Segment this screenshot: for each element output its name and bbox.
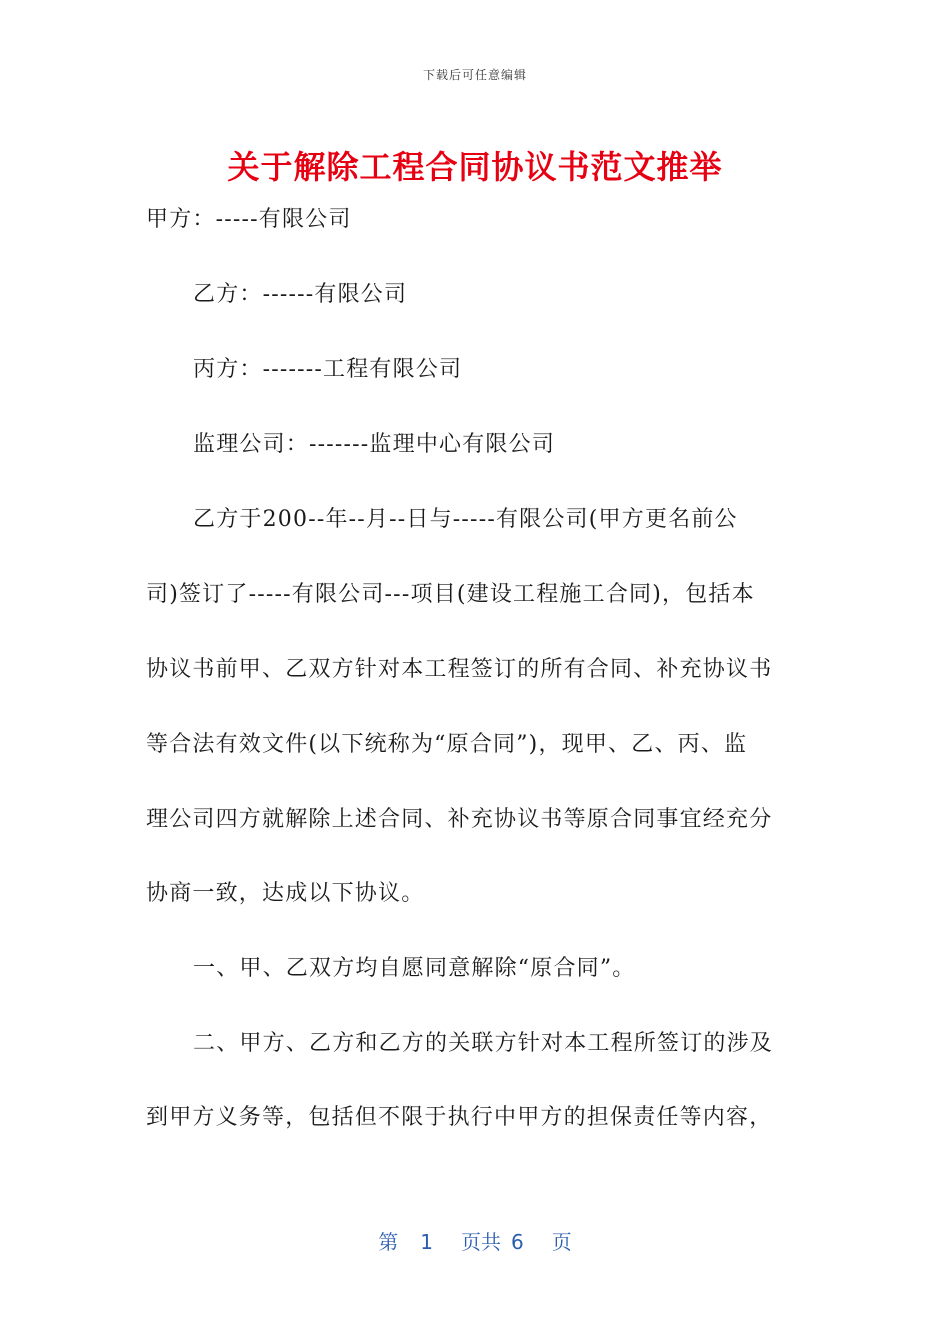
page-label-suffix: 页 [551,1230,572,1254]
header-note: 下载后可任意编辑 [422,68,527,82]
body-paragraph-line: 司)签订了-----有限公司---项目(建设工程施工合同)，包括本 [146,582,755,607]
body-paragraph-line: 理公司四方就解除上述合同、补充协议书等原合同事宜经充分 [146,807,773,832]
clause-two-line: 到甲方义务等，包括但不限于执行中甲方的担保责任等内容， [146,1105,773,1130]
page-label-prefix: 第 [378,1230,399,1254]
current-page-number: 1 [420,1230,433,1254]
total-pages-number: 6 [511,1230,524,1254]
party-c-line: 丙方：-------工程有限公司 [193,357,463,382]
page-label-middle: 页共 [461,1230,501,1254]
party-a-line: 甲方：-----有限公司 [146,207,352,232]
clause-one-line: 一、甲、乙双方均自愿同意解除“原合同”。 [193,956,636,981]
party-b-line: 乙方：------有限公司 [193,282,408,307]
body-paragraph-line: 乙方于200--年--月--日与-----有限公司(甲方更名前公 [193,507,738,532]
page-footer [0,1226,950,1255]
body-paragraph-line: 协议书前甲、乙双方针对本工程签订的所有合同、补充协议书 [146,657,773,682]
body-paragraph-line: 协商一致，达成以下协议。 [146,881,425,906]
supervisor-line: 监理公司：-------监理中心有限公司 [193,432,556,457]
clause-two-line: 二、甲方、乙方和乙方的关联方针对本工程所签订的涉及 [193,1031,774,1056]
body-paragraph-line: 等合法有效文件(以下统称为“原合同”)，现甲、乙、丙、监 [146,732,748,757]
document-title: 关于解除工程合同协议书范文推举 [227,148,723,186]
